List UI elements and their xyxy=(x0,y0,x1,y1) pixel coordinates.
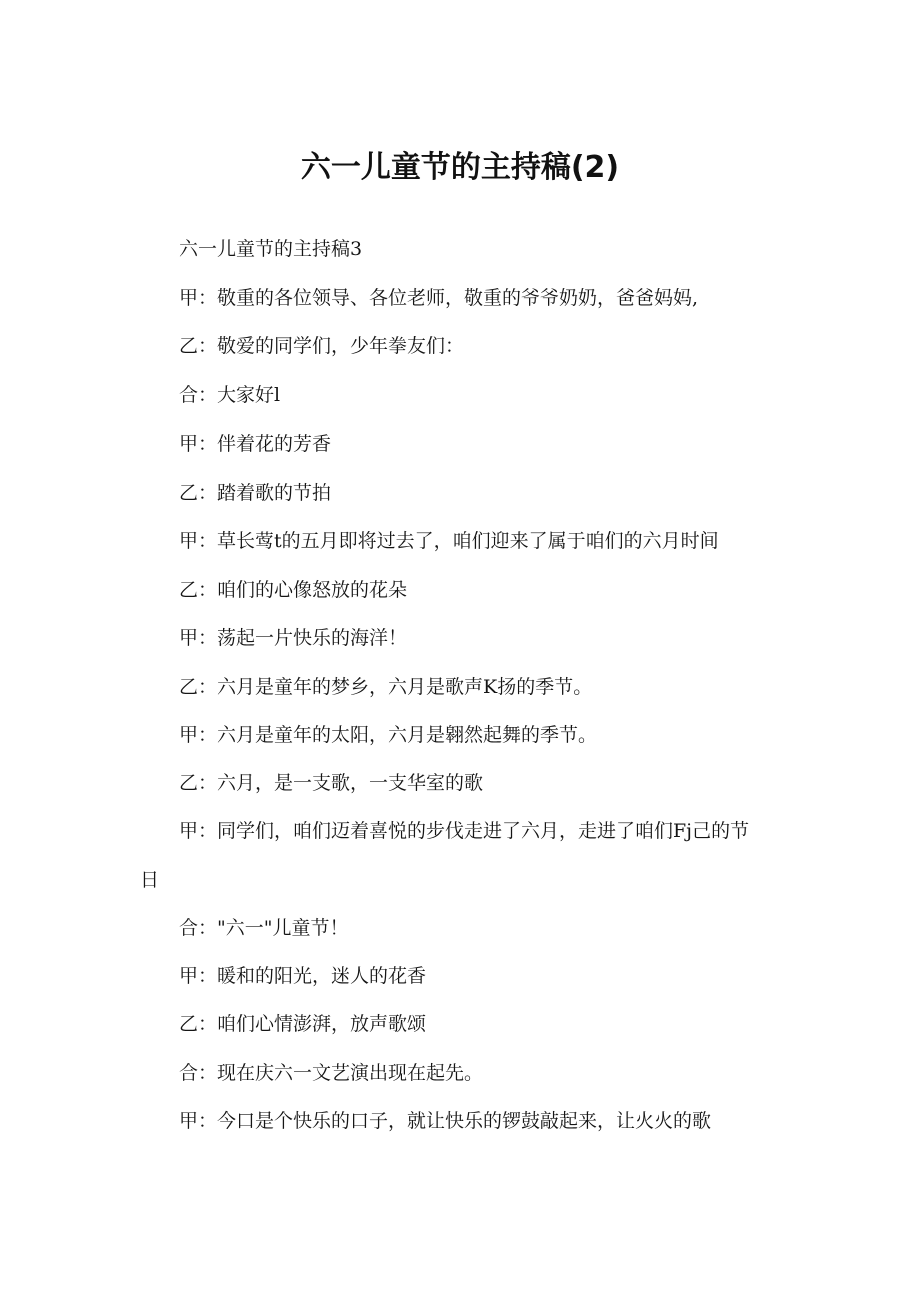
dialogue-line: 甲：六月是童年的太阳，六月是翱然起舞的季节。 xyxy=(179,724,598,746)
dialogue-line: 合：现在庆六一文艺演出现在起先。 xyxy=(179,1062,484,1084)
dialogue-line: 乙：六月是童年的梦乡，六月是歌声K扬的季节。 xyxy=(179,676,593,698)
dialogue-line-continuation: 日 xyxy=(140,869,160,891)
document-subtitle: 六一儿童节的主持稿3 xyxy=(179,238,363,260)
dialogue-line: 甲：今口是个快乐的口子，就让快乐的锣鼓敲起来，让火火的歌 xyxy=(179,1110,712,1132)
dialogue-line: 乙：踏着歌的节拍 xyxy=(179,482,332,504)
dialogue-line: 甲：同学们，咱们迈着喜悦的步伐走进了六月，走进了咱们Fj己的节 xyxy=(179,820,750,842)
dialogue-line: 甲：草长莺t的五月即将过去了，咱们迎来了属于咱们的六月时间 xyxy=(179,530,719,552)
document-title: 六一儿童节的主持稿(2) xyxy=(300,150,620,185)
dialogue-line: 甲：暖和的阳光，迷人的花香 xyxy=(179,965,427,987)
dialogue-line: 乙：咱们心情澎湃，放声歌颂 xyxy=(179,1013,427,1035)
dialogue-line: 甲：荡起一片快乐的海洋！ xyxy=(179,627,408,649)
dialogue-line: 甲：伴着花的芳香 xyxy=(179,433,332,455)
dialogue-line: 甲：敬重的各位领导、各位老师，敬重的爷爷奶奶，爸爸妈妈, xyxy=(179,287,699,309)
dialogue-line: 乙：敬爱的同学们，少年拳友们： xyxy=(179,335,465,357)
dialogue-line: 乙：咱们的心像怒放的花朵 xyxy=(179,579,408,601)
dialogue-line: 合："六一"儿童节！ xyxy=(179,917,349,939)
dialogue-line: 合：大家好l xyxy=(179,384,281,406)
dialogue-line: 乙：六月，是一支歌，一支华室的歌 xyxy=(179,772,484,794)
